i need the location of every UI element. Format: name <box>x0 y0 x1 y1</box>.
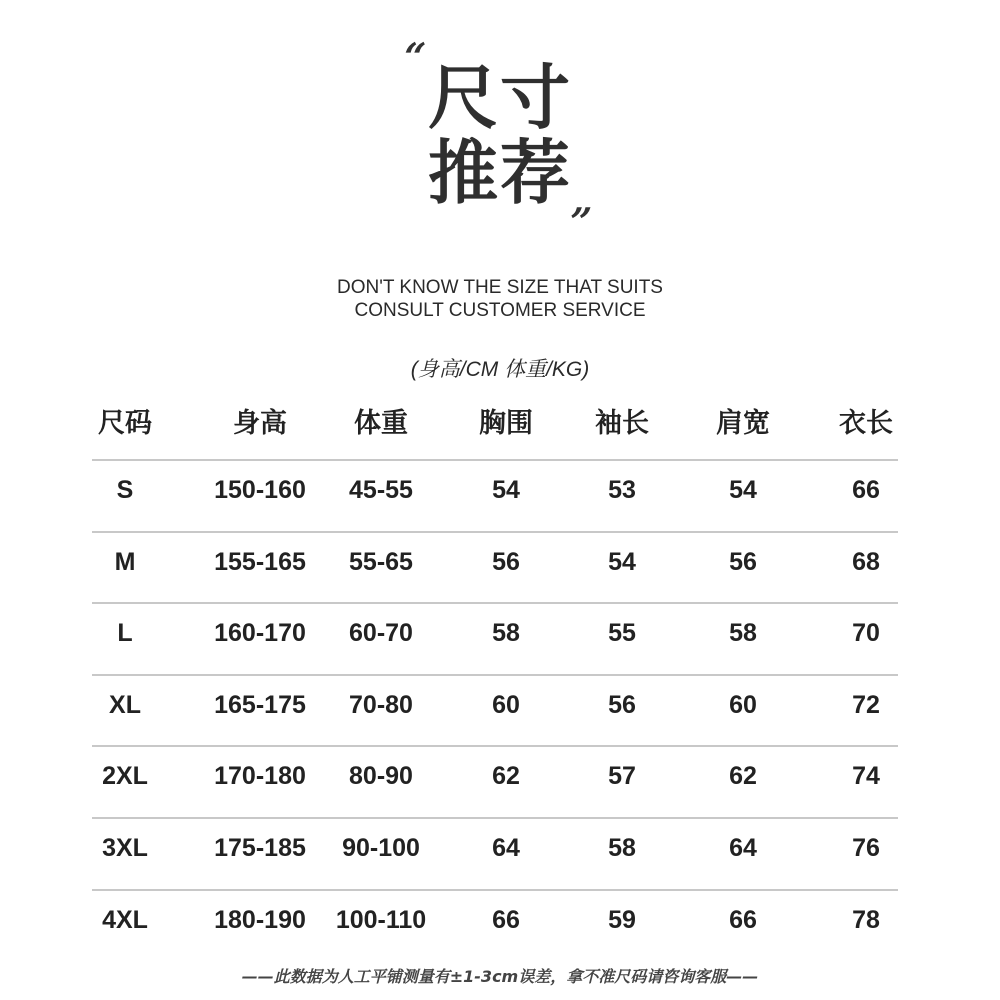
cell-sleeve: 56 <box>608 690 636 719</box>
page-title-line2: 推荐 <box>428 132 572 214</box>
cell-height: 150-160 <box>214 476 306 504</box>
cell-chest: 58 <box>492 619 520 648</box>
cell-height: 160-170 <box>214 619 306 648</box>
row-divider <box>92 889 898 891</box>
cell-length: 78 <box>852 905 880 934</box>
cell-shoulder: 66 <box>729 905 757 934</box>
cell-height: 180-190 <box>214 905 306 934</box>
cell-length: 70 <box>852 619 880 648</box>
header-shoulder: 肩宽 <box>716 408 770 439</box>
cell-length: 74 <box>852 762 880 791</box>
cell-shoulder: 62 <box>729 762 757 791</box>
cell-height: 170-180 <box>214 762 306 791</box>
cell-shoulder: 54 <box>729 476 757 504</box>
cell-size: M <box>114 547 136 576</box>
header-size: 尺码 <box>98 408 152 439</box>
units-note: (身高/CM 体重/KG) <box>410 358 590 381</box>
close-quote-mark: ” <box>562 199 596 244</box>
cell-weight: 55-65 <box>349 547 413 576</box>
cell-sleeve: 55 <box>608 619 636 648</box>
header-length: 衣长 <box>839 408 893 439</box>
table-header <box>92 400 898 450</box>
table-row <box>92 905 898 938</box>
subtitle-line2: CONSULT CUSTOMER SERVICE <box>354 300 646 321</box>
cell-size: 3XL <box>102 834 148 862</box>
title-block <box>0 0 1000 244</box>
cell-height: 155-165 <box>214 547 306 576</box>
cell-chest: 66 <box>492 905 520 934</box>
cell-size: 2XL <box>102 762 148 791</box>
cell-sleeve: 53 <box>608 476 636 504</box>
cell-size: XL <box>109 690 141 719</box>
open-quote-mark: “ <box>396 34 430 79</box>
cell-weight: 90-100 <box>342 834 420 862</box>
subtitle-line1: DON'T KNOW THE SIZE THAT SUITS <box>337 277 663 298</box>
cell-shoulder: 58 <box>729 619 757 648</box>
cell-length: 68 <box>852 547 880 576</box>
cell-size: 4XL <box>102 905 148 934</box>
cell-sleeve: 57 <box>608 762 636 791</box>
cell-size: L <box>117 619 133 648</box>
cell-length: 66 <box>852 476 880 504</box>
header-chest: 胸围 <box>479 408 533 439</box>
cell-shoulder: 60 <box>729 690 757 719</box>
row-divider <box>92 745 898 747</box>
row-divider <box>92 817 898 819</box>
row-divider <box>92 531 898 533</box>
cell-chest: 54 <box>492 476 520 504</box>
row-divider <box>92 602 898 604</box>
cell-height: 165-175 <box>214 690 306 719</box>
table-row <box>92 478 898 508</box>
table-row <box>92 690 898 723</box>
table-row <box>92 547 898 580</box>
cell-sleeve: 54 <box>608 547 636 576</box>
cell-height: 175-185 <box>214 834 306 862</box>
cell-weight: 70-80 <box>349 690 413 719</box>
cell-length: 76 <box>852 834 880 862</box>
cell-shoulder: 56 <box>729 547 757 576</box>
header-sleeve: 袖长 <box>595 408 649 439</box>
table-row <box>92 836 898 866</box>
footer-note: ——此数据为人工平铺测量有±1-3cm误差，拿不准尺码请咨询客服—— <box>241 967 759 986</box>
table-row <box>92 764 898 794</box>
table-row <box>92 621 898 651</box>
header-weight: 体重 <box>354 408 408 439</box>
cell-length: 72 <box>852 690 880 719</box>
header-height: 身高 <box>233 408 287 439</box>
cell-chest: 62 <box>492 762 520 791</box>
cell-weight: 45-55 <box>349 476 413 504</box>
cell-chest: 64 <box>492 834 520 862</box>
row-divider <box>92 674 898 676</box>
cell-weight: 80-90 <box>349 762 413 791</box>
cell-shoulder: 64 <box>729 834 757 862</box>
page-title-line1: 尺寸 <box>428 57 572 139</box>
cell-sleeve: 59 <box>608 905 636 934</box>
cell-sleeve: 58 <box>608 834 636 862</box>
cell-size: S <box>116 476 134 504</box>
cell-weight: 100-110 <box>335 905 427 934</box>
cell-weight: 60-70 <box>349 619 413 648</box>
row-divider <box>92 459 898 461</box>
cell-chest: 56 <box>492 547 520 576</box>
cell-chest: 60 <box>492 690 520 719</box>
